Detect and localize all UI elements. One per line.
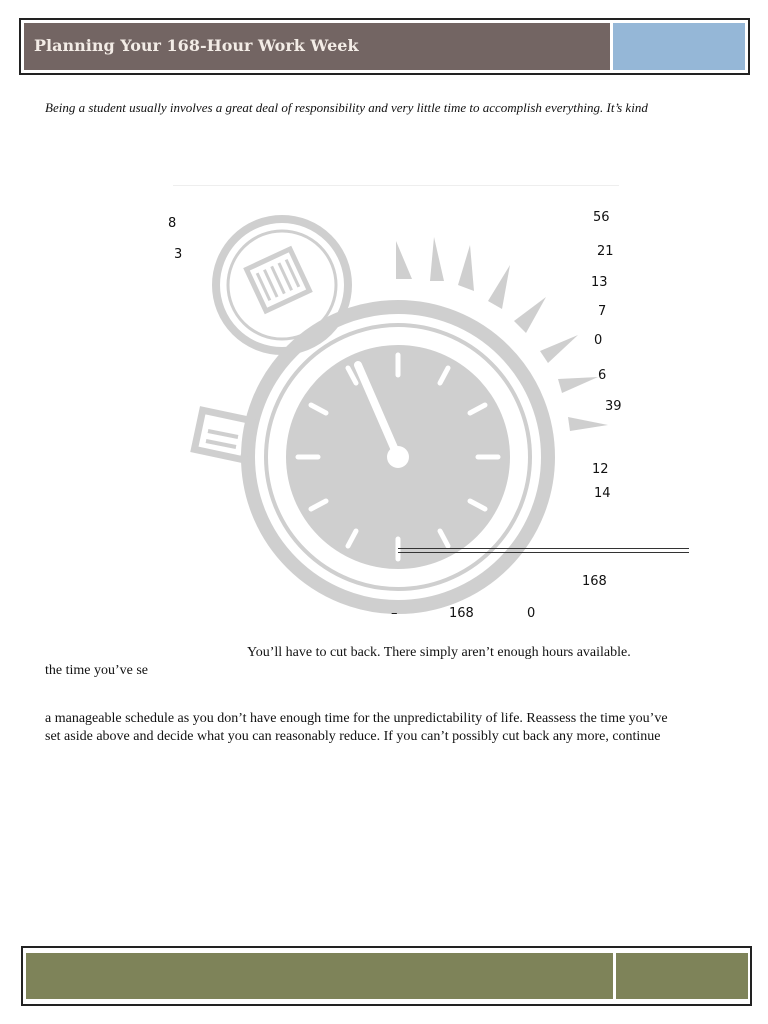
figure-right-8: 12 bbox=[592, 462, 609, 477]
figure-right-1: 56 bbox=[593, 210, 610, 225]
total-rule bbox=[398, 548, 689, 553]
header-title-box bbox=[24, 23, 610, 70]
header-banner bbox=[19, 18, 750, 75]
footer-banner bbox=[21, 946, 752, 1006]
figure-right-2: 21 bbox=[597, 244, 614, 259]
figure-result: 0 bbox=[527, 606, 536, 621]
figure-right-6: 6 bbox=[598, 368, 607, 383]
figure-right-7: 39 bbox=[605, 399, 622, 414]
figure-left-1: 8 bbox=[168, 216, 177, 231]
body-line-schedule: a manageable schedule as you don’t have enough time for the unpredictability of life. Reassess the time you’ve bbox=[45, 711, 668, 726]
body-line-reassess: set aside above and decide what you can reasonably reduce. If you can’t possibly cut back any more, continue bbox=[45, 729, 661, 744]
page-title: Planning Your 168-Hour Work Week bbox=[34, 36, 359, 55]
figure-left-2: 3 bbox=[174, 247, 183, 262]
figure-total: 168 bbox=[582, 574, 607, 589]
minus-sign: – bbox=[391, 606, 398, 621]
header-accent-block bbox=[613, 23, 745, 70]
intro-paragraph: Being a student usually involves a great deal of responsibility and very little time to accomplish everything. It’s kind bbox=[45, 100, 648, 115]
figure-right-3: 13 bbox=[591, 275, 608, 290]
figure-right-5: 0 bbox=[594, 333, 603, 348]
figure-right-9: 14 bbox=[594, 486, 611, 501]
footer-right-block bbox=[616, 953, 748, 999]
body-line-partial: the time you’ve se bbox=[45, 663, 149, 678]
figure-available-hours: 168 bbox=[449, 606, 474, 621]
divider-line bbox=[173, 185, 619, 186]
stopwatch-icon bbox=[180, 205, 620, 625]
body-line-cut-back: You’ll have to cut back. There simply aren’t enough hours available. bbox=[247, 645, 631, 660]
figure-right-4: 7 bbox=[598, 304, 607, 319]
footer-left-block bbox=[26, 953, 613, 999]
